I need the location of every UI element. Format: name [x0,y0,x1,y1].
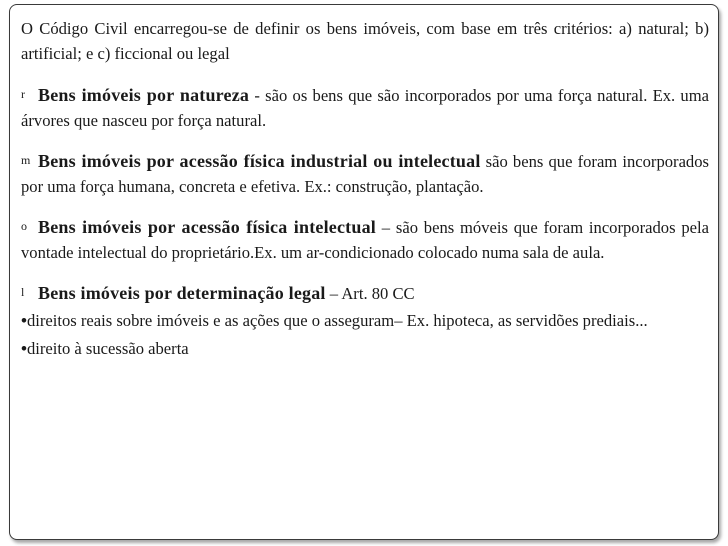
item-text: são bens que foram incorporados por uma força humana, concreta e efetiva. Ex.: construção, plantação. [21,152,709,196]
intro-paragraph: O Código Civil encarregou-se de definir os bens imóveis, com base em três critérios: a) natural; b) artificial; e c) ficcional ou legal [21,19,709,63]
bullet-dot-icon: • [21,311,27,330]
item-natureza [21,82,709,133]
item-heading: Bens imóveis por determinação legal [38,283,326,303]
subitem-sucessao [21,336,709,361]
item-acessao-intelectual [21,214,709,265]
subitem-text: direitos reais sobre imóveis e as ações que o asseguram– Ex. hipoteca, as servidões prediais... [26,311,648,330]
item-heading: Bens imóveis por natureza [38,85,250,105]
bullet-marker: o [21,219,27,233]
bullet-marker: r [21,87,25,101]
bullet-dot-icon: • [21,339,27,358]
subitem-direitos-reais [21,308,709,333]
item-heading: Bens imóveis por acessão física intelectual [38,217,376,237]
bullet-marker: l [21,285,25,299]
item-acessao-industrial [21,148,709,199]
bullet-marker: m [21,153,31,167]
item-text: - são os bens que são incorporados por uma força natural. Ex. uma árvores que nasceu por força natural. [21,86,710,130]
item-text: – são bens móveis que foram incorporados pela vontade intelectual do proprietário.Ex. um ar-condicionado colocado numa sala de aula. [21,218,709,262]
item-determinacao-legal [21,280,709,306]
item-text: – Art. 80 CC [325,284,415,303]
slide-content [21,16,709,364]
subitem-text: direito à sucessão aberta [26,339,189,358]
item-heading: Bens imóveis por acessão física industrial ou intelectual [38,151,481,171]
